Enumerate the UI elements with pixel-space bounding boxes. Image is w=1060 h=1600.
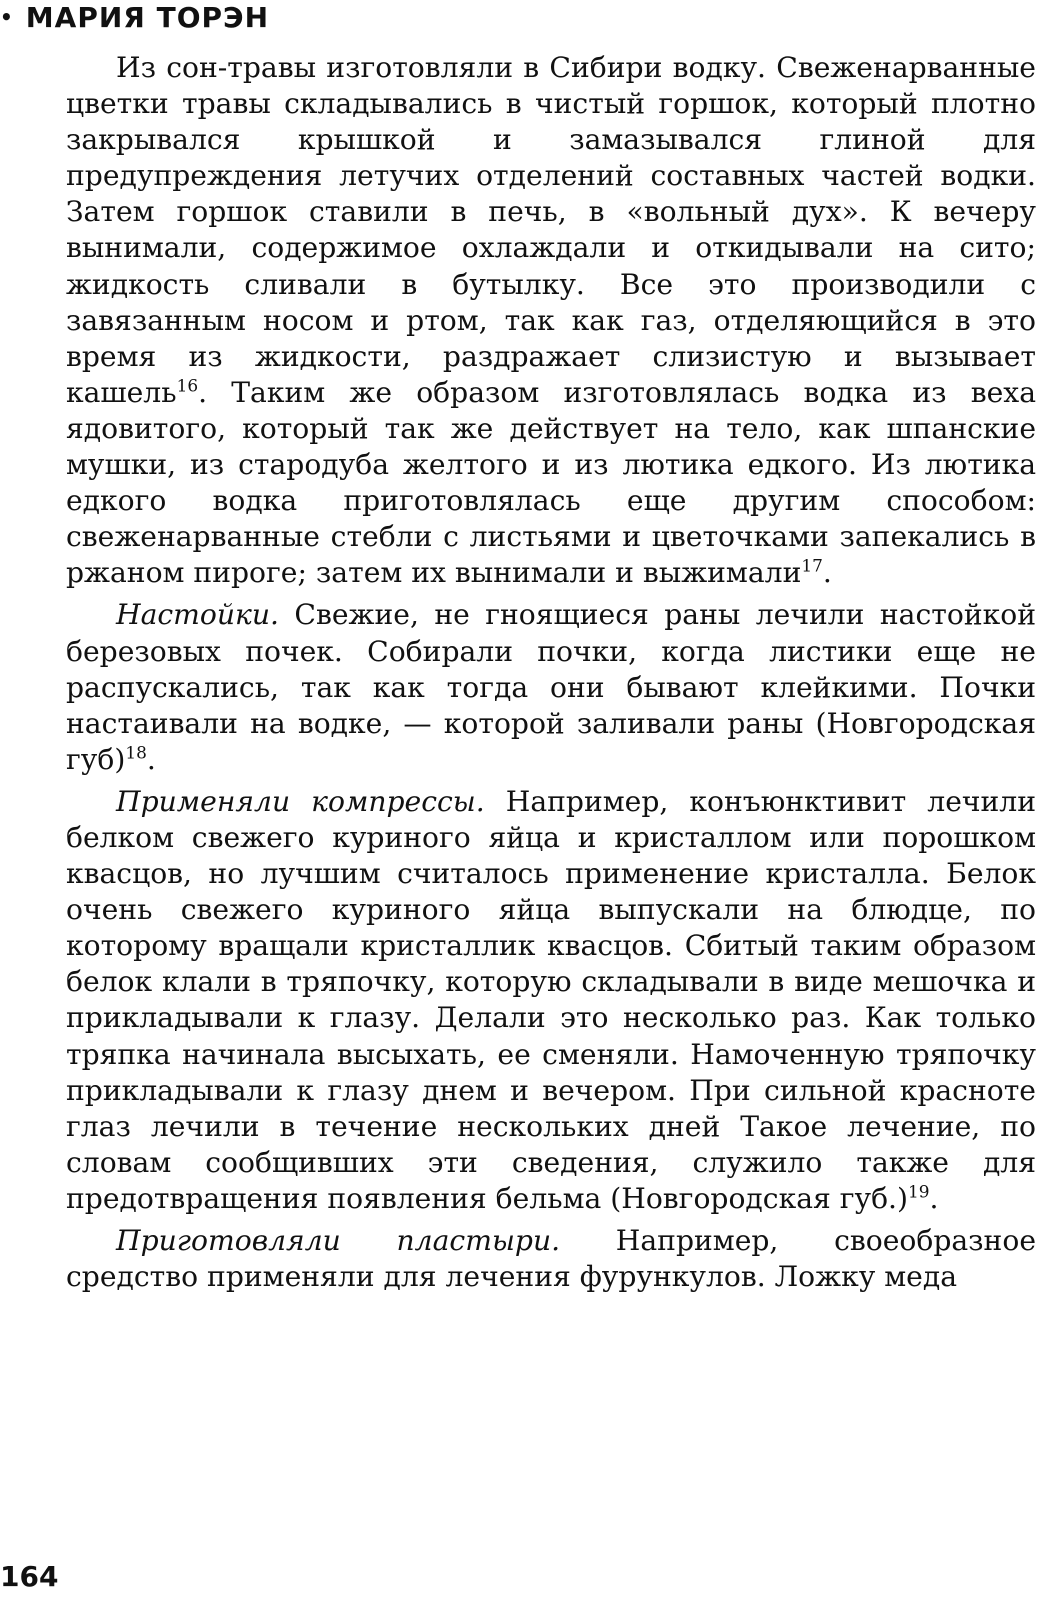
paragraph-plasters: [66, 1223, 1036, 1295]
text-run: .: [929, 1181, 939, 1215]
italic-lead: Приготовляли пластыри.: [116, 1224, 561, 1257]
page-number: 164: [0, 1560, 59, 1593]
paragraph-vodka: [66, 50, 1036, 591]
paragraph-compresses: [66, 784, 1036, 1217]
text-run: Например, своеобразное средство применяли для лечения фурункулов. Ложку меда: [66, 1224, 1036, 1294]
footnote-ref: 16: [176, 375, 199, 396]
text-run: . Таким же образом изготовлялась водка из веха ядовитого, который так же действует на тело, как шпанские мушки, из стародуба желтого и из лютика едкого. Из лютика едкого водка приготовлялась еще другим способом: свеженарванные стебли с листьями и цветочками запекались в ржаном пироге; затем их вынимали и выжимали: [66, 375, 1036, 590]
text-run: Из сон-травы изготовляли в Сибири водку. Свеженарванные цветки травы складывались в чистый горшок, который плотно закрывался крышкой и замазывался глиной для предупреждения летучих отделений составных частей водки. Затем горшок ставили в печь, в «вольный дух». К вечеру вынимали, содержимое охлаждали и откидывали на сито; жидкость сливали в бутылку. Все это производили с завязанным носом и ртом, так как газ, отделяющийся в это время из жидкости, раздражает слизистую и вызывает кашель: [66, 51, 1036, 409]
footnote-ref: 18: [125, 742, 147, 763]
footnote-ref: 17: [801, 555, 823, 576]
author-name: МАРИЯ ТОРЭН: [25, 0, 269, 34]
paragraph-tinctures: [66, 597, 1036, 777]
italic-lead: Применяли компрессы.: [116, 784, 485, 818]
text-run: Свежие, не гноящиеся раны лечили настойкой березовых почек. Собирали почки, когда листики еще не распускались, так как тогда они бывают клейкими. Почки настаивали на водке, — которой заливали раны (Новгородская губ): [66, 598, 1036, 776]
footnote-ref: 19: [908, 1181, 930, 1202]
text-run: .: [822, 556, 832, 590]
running-header: [0, 0, 269, 34]
text-run: .: [146, 742, 156, 776]
italic-lead: Настойки.: [116, 598, 279, 632]
text-run: Например, конъюнктивит лечили белком свежего куриного яйца и кристаллом или порошком квасцов, но лучшим считалось применение кристалла. Белок очень свежего куриного яйца выпускали на блюдце, по которому вращали кристаллик квасцов. Сбитый таким образом белок клали в тряпочку, которую складывали в виде мешочка и прикладывали к глазу. Делали это несколько раз. Как только тряпка начинала высыхать, ее сменяли. Намоченную тряпочку прикладывали к глазу днем и вечером. При сильной красноте глаз лечили в течение нескольких дней Такое лечение, по словам сообщивших эти сведения, служило также для предотвращения появления бельма (Новгородская губ.): [66, 784, 1036, 1215]
body-text: [66, 50, 1036, 1301]
header-bullet: •: [0, 5, 14, 29]
